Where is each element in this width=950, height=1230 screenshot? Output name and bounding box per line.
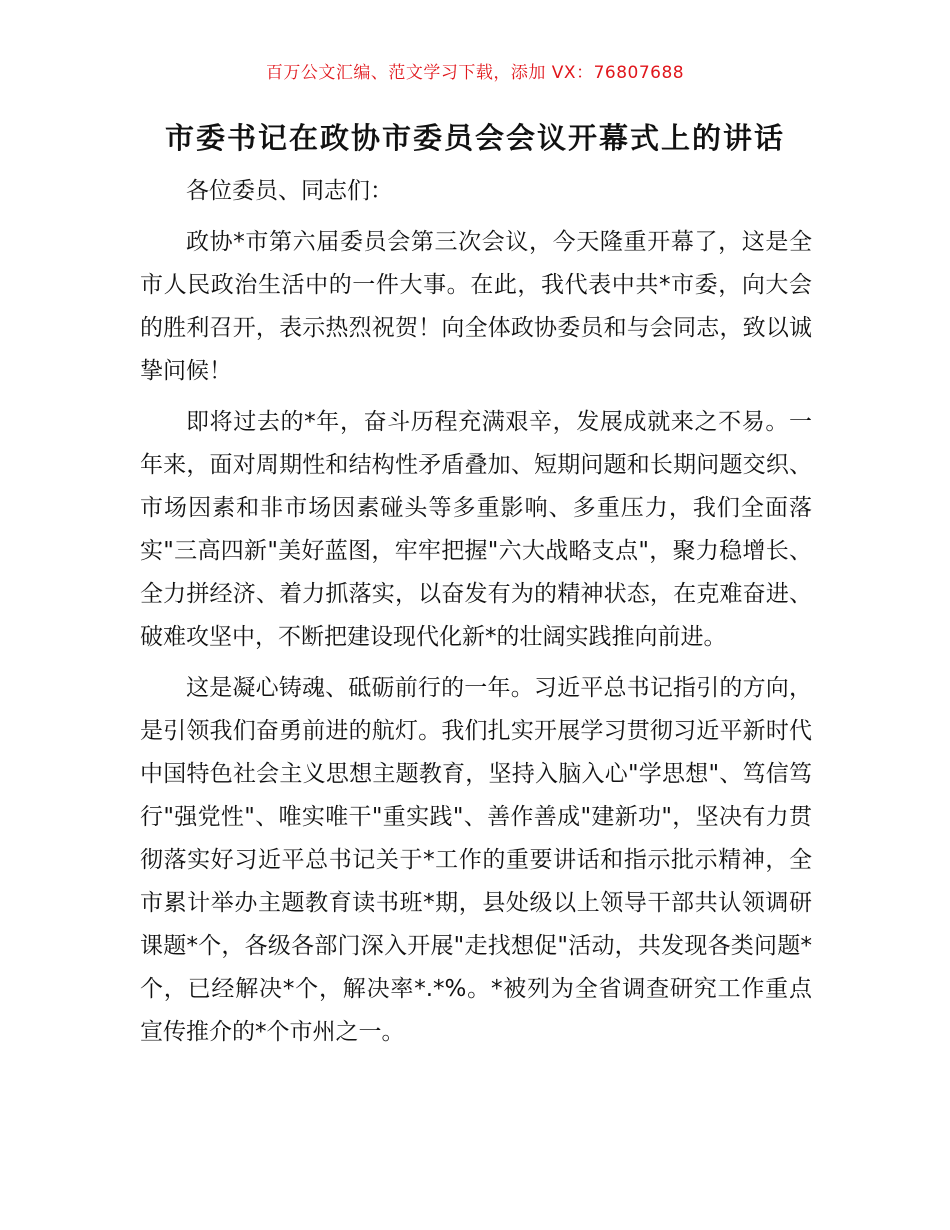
paragraph-theme-education: 这是凝心铸魂、砥砺前行的一年。习近平总书记指引的方向，是引领我们奋勇前进的航灯。我们扎实开展学习贯彻习近平新时代中国特色社会主义思想主题教育，坚持入脑入心"学思想"、笃信笃行"强党性"、唯实唯干"重实践"、善作善成"建新功"，坚决有力贯彻落实好习近平总书记关于*工作的重要讲话和指示批示精神，全市累计举办主题教育读书班*期，县处级以上领导干部共认领调研课题*个，各级各部门深入开展"走找想促"活动，共发现各类问题*个，已经解决*个，解决率*.*%。*被列为全省调查研究工作重点宣传推介的*个市州之一。 <box>140 675 812 1045</box>
paragraph-review: 即将过去的*年，奋斗历程充满艰辛，发展成就来之不易。一年来，面对周期性和结构性矛盾叠加、短期问题和长期问题交织、市场因素和非市场因素碰头等多重影响、多重压力，我们全面落实"三高四新"美好蓝图，牢牢把握"六大战略支点"，聚力稳增长、全力拼经济、着力抓落实，以奋发有为的精神状态，在克难奋进、破难攻坚中，不断把建设现代化新*的壮阔实践推向前进。 <box>140 409 812 650</box>
document-title: 市委书记在政协市委员会会议开幕式上的讲话 <box>164 121 785 155</box>
salutation: 各位委员、同志们： <box>186 178 393 204</box>
header-watermark-note: 百万公文汇编、范文学习下载，添加 VX：76807688 <box>265 63 685 83</box>
paragraph-opening: 政协*市第六届委员会第三次会议，今天隆重开幕了，这是全市人民政治生活中的一件大事。在此，我代表中共*市委，向大会的胜利召开，表示热烈祝贺！向全体政协委员和与会同志，致以诚挚问候！ <box>140 229 812 384</box>
document-body <box>140 170 812 1062</box>
